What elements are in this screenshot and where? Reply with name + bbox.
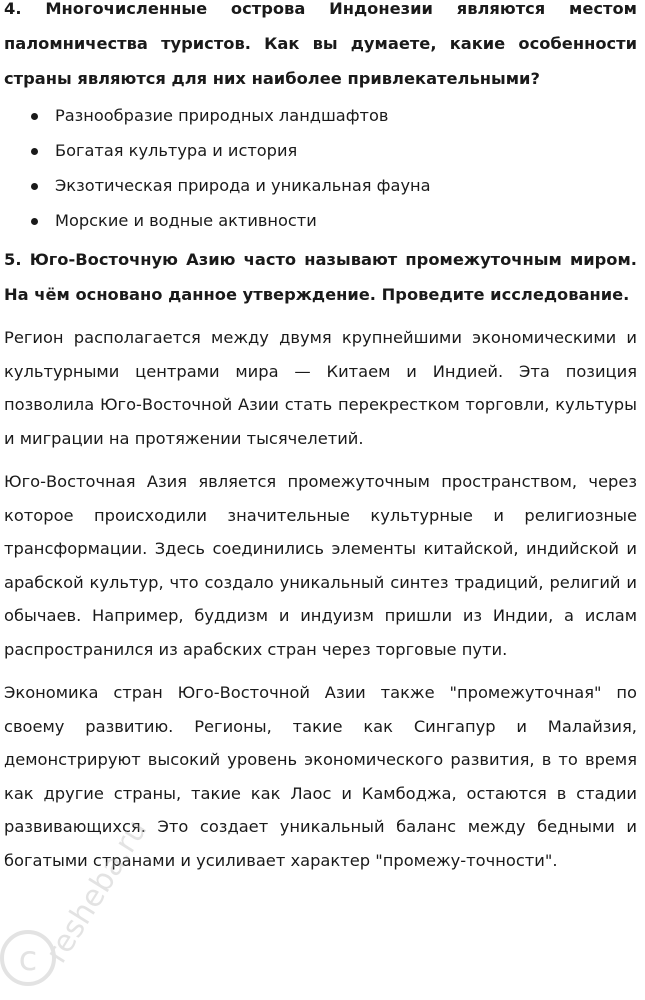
list-item bbox=[4, 203, 637, 238]
answer-paragraph-3: Экономика стран Юго-Восточной Азии также "промежуточная" по своему развитию. Регионы, такие как Сингапур и Малайзия, демонстрируют высокий уровень экономического развития, в то время как другие страны, такие как Лаос и Камбоджа, остаются в стадии развивающихся. Это создает уникальный баланс между бедными и богатыми странами и усиливает характер "промежу-точности". bbox=[4, 683, 637, 870]
list-item-text: Морские и водные активности bbox=[55, 211, 317, 230]
watermark-copyright-icon bbox=[2, 932, 54, 984]
list-item bbox=[4, 133, 637, 168]
list-item-text: Разнообразие природных ландшафтов bbox=[55, 106, 389, 125]
bullet-icon bbox=[31, 218, 38, 225]
watermark-text: resheba.ru bbox=[39, 813, 155, 970]
bullet-icon bbox=[31, 183, 38, 190]
list-item bbox=[4, 98, 637, 133]
question-4-answer-list bbox=[4, 98, 637, 238]
list-item bbox=[4, 168, 637, 203]
list-item-text: Богатая культура и история bbox=[55, 141, 298, 160]
answer-paragraph-1: Регион располагается между двумя крупнейшими экономическими и культурными центрами мира — Китаем и Индией. Эта позиция позволила Юго-Восточной Азии стать перекрестком торговли, культуры и миграции на протяжении тысячелетий. bbox=[4, 328, 637, 448]
bullet-icon bbox=[31, 113, 38, 120]
question-5-heading: 5. Юго-Восточную Азию часто называют промежуточным миром. На чём основано данное утверждение. Проведите исследование. bbox=[4, 250, 637, 304]
question-4-heading: 4. Многочисленные острова Индонезии являются местом паломничества туристов. Как вы думаете, какие особенности страны являются для них наиболее привлекательными? bbox=[4, 0, 637, 88]
list-item-text: Экзотическая природа и уникальная фауна bbox=[55, 176, 431, 195]
answer-paragraph-2: Юго-Восточная Азия является промежуточным пространством, через которое происходили значительные культурные и религиозные трансформации. Здесь соединились элементы китайской, индийской и арабской культур, что создало уникальный синтез традиций, религий и обычаев. Например, буддизм и индуизм пришли из Индии, а ислам распространился из арабских стран через торговые пути. bbox=[4, 472, 637, 659]
bullet-icon bbox=[31, 148, 38, 155]
watermark-copyright-glyph: c bbox=[18, 939, 38, 979]
